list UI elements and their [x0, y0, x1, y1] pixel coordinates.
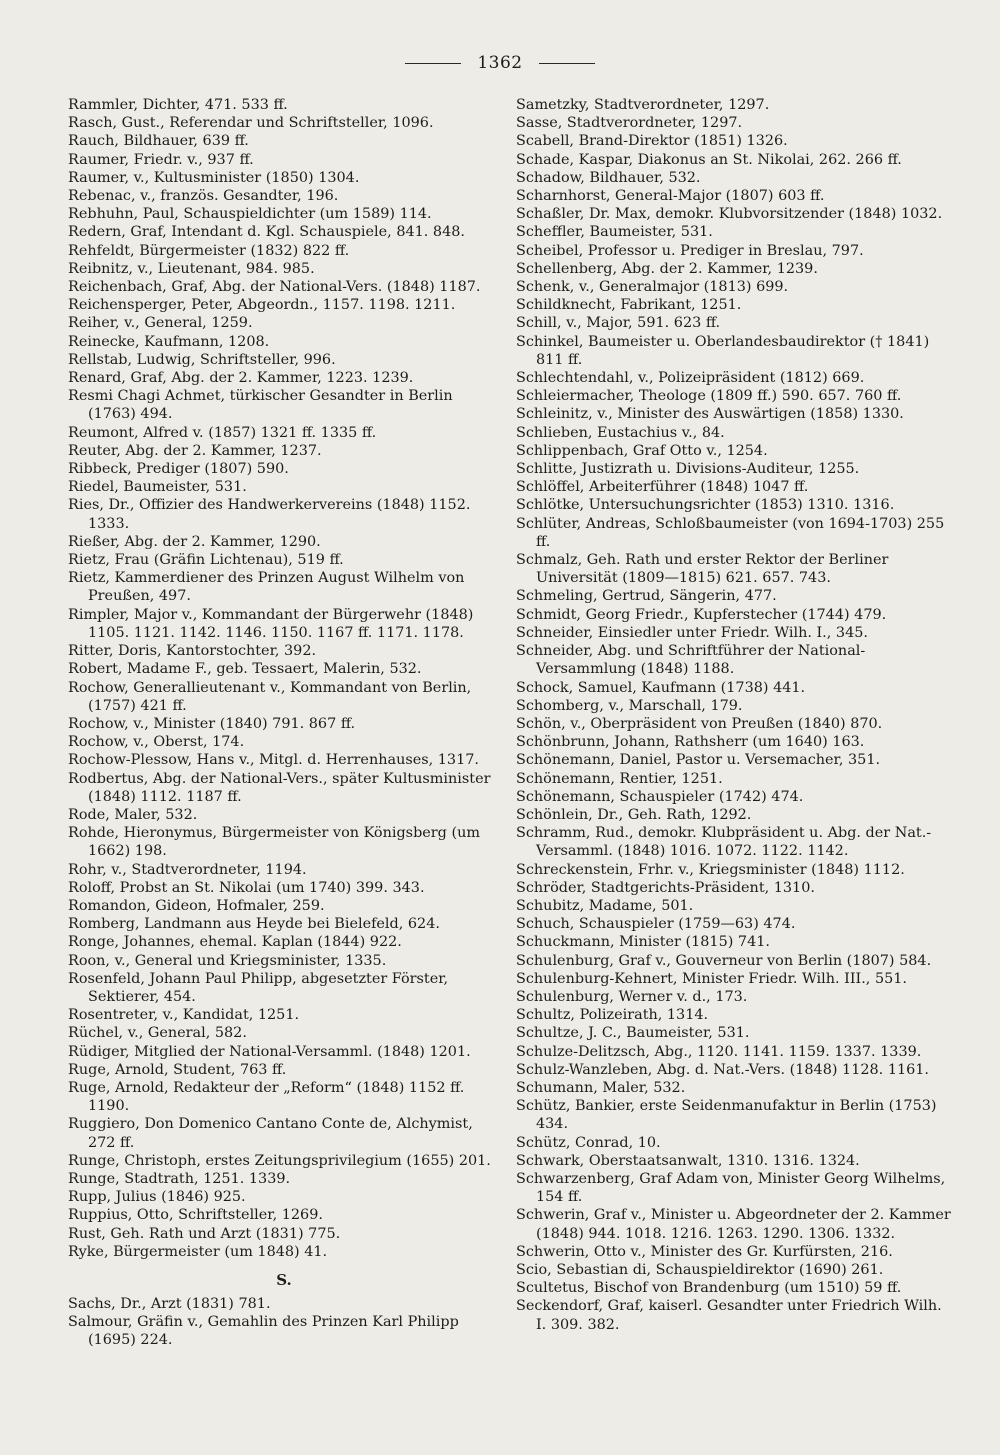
index-entry: Schlieben, Eustachius v., 84. — [516, 424, 725, 441]
index-entry: Schönemann, Schauspieler (1742) 474. — [516, 788, 804, 805]
index-entry: Schlüter, Andreas, Schloßbaumeister (von 1694-1703) 255 ff. — [516, 515, 945, 550]
index-entry: Robert, Madame F., geb. Tessaert, Malerin, 532. — [68, 661, 422, 678]
index-entry: Rießer, Abg. der 2. Kammer, 1290. — [68, 533, 321, 550]
index-entry: Ries, Dr., Offizier des Handwerkervereins (1848) 1152. 1333. — [68, 497, 471, 532]
index-entry: Rüchel, v., General, 582. — [68, 1025, 247, 1042]
index-entry: Rasch, Gust., Referendar und Schriftsteller, 1096. — [68, 115, 434, 132]
index-entry: Rimpler, Major v., Kommandant der Bürgerwehr (1848) 1105. 1121. 1142. 1146. 1150. 1167 ff. 1171. 1178. — [68, 606, 474, 641]
index-entry: Rammler, Dichter, 471. 533 ff. — [68, 97, 288, 113]
index-entry: Roloff, Probst an St. Nikolai (um 1740) 399. 343. — [68, 879, 425, 896]
index-entry: Seckendorf, Graf, kaiserl. Gesandter unter Friedrich Wilh. I. 309. 382. — [516, 1298, 942, 1333]
index-entry: Ritter, Doris, Kantorstochter, 392. — [68, 643, 317, 660]
index-entry: Schuckmann, Minister (1815) 741. — [516, 934, 770, 951]
index-entry: Schmalz, Geh. Rath und erster Rektor der Berliner Universität (1809—1815) 621. 657. 743. — [516, 552, 889, 587]
header-rule-left — [405, 63, 461, 64]
index-entry: Reuter, Abg. der 2. Kammer, 1237. — [68, 442, 322, 459]
right-entries — [516, 96, 956, 1334]
index-entry: Schlippenbach, Graf Otto v., 1254. — [516, 442, 768, 459]
index-entry: Scheffler, Baumeister, 531. — [516, 224, 713, 241]
page-number: 1362 — [477, 53, 523, 73]
index-entry: Reiher, v., General, 1259. — [68, 315, 253, 332]
index-entry: Schwarzenberg, Graf Adam von, Minister Georg Wilhelms, 154 ff. — [516, 1170, 946, 1206]
index-entry: Romberg, Landmann aus Heyde bei Bielefeld, 624. — [68, 916, 440, 933]
left-column — [68, 96, 500, 1350]
index-entry: Reibnitz, v., Lieutenant, 984. 985. — [68, 260, 315, 277]
index-entry: Schulze-Delitzsch, Abg., 1120. 1141. 1159. 1337. 1339. — [516, 1043, 922, 1060]
index-entry: Raumer, Friedr. v., 937 ff. — [68, 151, 254, 168]
index-entry: Roon, v., General und Kriegsminister, 1335. — [68, 952, 387, 969]
index-entry: Rebhuhn, Paul, Schauspieldichter (um 1589) 114. — [68, 206, 432, 223]
index-entry: Schlöffel, Arbeiterführer (1848) 1047 ff. — [516, 479, 809, 496]
index-entry: Schlötke, Untersuchungsrichter (1853) 1310. 1316. — [516, 497, 895, 514]
index-entry: Schütz, Conrad, 10. — [516, 1134, 661, 1151]
index-entry: Rebenac, v., französ. Gesandter, 196. — [68, 188, 339, 205]
index-entry: Sachs, Dr., Arzt (1831) 781. — [68, 1296, 271, 1312]
index-entry: Sametzky, Stadtverordneter, 1297. — [516, 97, 770, 113]
index-entry: Reichensperger, Peter, Abgeordn., 1157. 1198. 1211. — [68, 297, 456, 314]
index-entry: Schlechtendahl, v., Polizeipräsident (1812) 669. — [516, 370, 865, 387]
index-entry: Schmidt, Georg Friedr., Kupferstecher (1744) 479. — [516, 606, 887, 623]
index-entry: Ruggiero, Don Domenico Cantano Conte de, Alchymist, 272 ff. — [68, 1116, 473, 1151]
index-entry: Rüdiger, Mitglied der National-Versamml. (1848) 1201. — [68, 1043, 471, 1060]
index-entry: Reumont, Alfred v. (1857) 1321 ff. 1335 ff. — [68, 424, 377, 441]
index-entry: Ribbeck, Prediger (1807) 590. — [68, 461, 289, 478]
left-entries-s — [68, 1295, 500, 1350]
index-entry: Schumann, Maler, 532. — [516, 1079, 686, 1096]
index-entry: Scultetus, Bischof von Brandenburg (um 1510) 59 ff. — [516, 1280, 902, 1297]
index-entry: Schade, Kaspar, Diakonus an St. Nikolai, 262. 266 ff. — [516, 151, 902, 168]
index-entry: Schultz, Polizeirath, 1314. — [516, 1007, 709, 1024]
index-entry: Rauch, Bildhauer, 639 ff. — [68, 133, 249, 150]
index-entry: Runge, Christoph, erstes Zeitungsprivilegium (1655) 201. — [68, 1152, 491, 1169]
right-column — [516, 96, 956, 1334]
index-entry: Schock, Samuel, Kaufmann (1738) 441. — [516, 679, 806, 696]
index-entry: Rochow-Plessow, Hans v., Mitgl. d. Herrenhauses, 1317. — [68, 752, 479, 769]
index-entry: Schwerin, Otto v., Minister des Gr. Kurfürsten, 216. — [516, 1243, 893, 1260]
index-entry: Schütz, Bankier, erste Seidenmanufaktur in Berlin (1753) 434. — [516, 1098, 937, 1133]
index-entry: Ronge, Johannes, ehemal. Kaplan (1844) 922. — [68, 934, 402, 951]
index-entry: Schulenburg-Kehnert, Minister Friedr. Wilh. III., 551. — [516, 970, 907, 987]
index-entry: Ryke, Bürgermeister (um 1848) 41. — [68, 1243, 328, 1260]
index-entry: Scabell, Brand-Direktor (1851) 1326. — [516, 133, 788, 150]
index-entry: Schönbrunn, Johann, Rathsherr (um 1640) 163. — [516, 734, 865, 751]
index-entry: Schulenburg, Graf v., Gouverneur von Berlin (1807) 584. — [516, 952, 932, 969]
section-heading-s: S. — [276, 1271, 292, 1289]
index-entry: Schulenburg, Werner v. d., 173. — [516, 988, 748, 1005]
index-entry: Riedel, Baumeister, 531. — [68, 479, 247, 496]
index-entry: Rode, Maler, 532. — [68, 806, 198, 823]
index-entry: Sasse, Stadtverordneter, 1297. — [516, 115, 743, 132]
index-entry: Schröder, Stadtgerichts-Präsident, 1310. — [516, 879, 815, 896]
index-entry: Salmour, Gräfin v., Gemahlin des Prinzen Karl Philipp (1695) 224. — [68, 1314, 459, 1349]
index-entry: Schleiermacher, Theologe (1809 ff.) 590. 657. 760 ff. — [516, 388, 902, 405]
index-entry: Raumer, v., Kultusminister (1850) 1304. — [68, 169, 360, 186]
index-entry: Schaßler, Dr. Max, demokr. Klubvorsitzender (1848) 1032. — [516, 206, 943, 223]
index-entry: Resmi Chagi Achmet, türkischer Gesandter in Berlin (1763) 494. — [68, 388, 453, 423]
index-entry: Schreckenstein, Frhr. v., Kriegsminister (1848) 1112. — [516, 861, 905, 878]
index-entry: Schmeling, Gertrud, Sängerin, 477. — [516, 588, 777, 605]
index-entry: Rohde, Hieronymus, Bürgermeister von Königsberg (um 1662) 198. — [68, 825, 480, 860]
page-header — [0, 50, 1000, 76]
index-entry: Rochow, Generallieutenant v., Kommandant von Berlin, (1757) 421 ff. — [68, 679, 472, 714]
index-entry: Scharnhorst, General-Major (1807) 603 ff. — [516, 188, 825, 205]
index-entry: Schön, v., Oberpräsident von Preußen (1840) 870. — [516, 715, 883, 732]
index-entry: Schadow, Bildhauer, 532. — [516, 169, 701, 186]
index-entry: Reinecke, Kaufmann, 1208. — [68, 333, 270, 350]
index-entry: Schramm, Rud., demokr. Klubpräsident u. Abg. der Nat.-Versamml. (1848) 1016. 1072. 1122. 1142. — [516, 825, 932, 860]
index-entry: Schwark, Oberstaatsanwalt, 1310. 1316. 1324. — [516, 1152, 860, 1169]
index-entry: Schneider, Abg. und Schriftführer der National-Versammlung (1848) 1188. — [516, 643, 866, 678]
index-entry: Schubitz, Madame, 501. — [516, 897, 694, 914]
index-entry: Scio, Sebastian di, Schauspieldirektor (1690) 261. — [516, 1262, 884, 1278]
index-entry: Runge, Stadtrath, 1251. 1339. — [68, 1170, 291, 1187]
index-entry: Ruge, Arnold, Redakteur der „Reform“ (1848) 1152 ff. 1190. — [68, 1079, 465, 1115]
index-entry: Redern, Graf, Intendant d. Kgl. Schauspiele, 841. 848. — [68, 224, 465, 241]
index-entry: Rochow, v., Oberst, 174. — [68, 734, 245, 751]
index-entry: Reichenbach, Graf, Abg. der National-Vers. (1848) 1187. — [68, 279, 481, 296]
index-entry: Ruppius, Otto, Schriftsteller, 1269. — [68, 1207, 323, 1224]
index-entry: Rellstab, Ludwig, Schriftsteller, 996. — [68, 351, 336, 368]
index-entry: Schellenberg, Abg. der 2. Kammer, 1239. — [516, 260, 818, 277]
index-entry: Rohr, v., Stadtverordneter, 1194. — [68, 861, 307, 878]
index-entry: Rosentreter, v., Kandidat, 1251. — [68, 1007, 300, 1024]
index-entry: Renard, Graf, Abg. der 2. Kammer, 1223. 1239. — [68, 370, 414, 387]
index-entry: Schildknecht, Fabrikant, 1251. — [516, 297, 742, 314]
index-entry: Scheibel, Professor u. Prediger in Breslau, 797. — [516, 242, 864, 259]
index-entry: Schomberg, v., Marschall, 179. — [516, 697, 743, 714]
index-entry: Schenk, v., Generalmajor (1813) 699. — [516, 279, 789, 296]
index-entry: Schill, v., Major, 591. 623 ff. — [516, 315, 721, 332]
index-entry: Schwerin, Graf v., Minister u. Abgeordneter der 2. Kammer (1848) 944. 1018. 1216. 1263. 1290. 1306. 1332. — [516, 1207, 951, 1242]
index-entry: Schuch, Schauspieler (1759—63) 474. — [516, 916, 796, 933]
index-entry: Schneider, Einsiedler unter Friedr. Wilh. I., 345. — [516, 624, 868, 641]
index-entry: Schönlein, Dr., Geh. Rath, 1292. — [516, 806, 752, 823]
index-entry: Rietz, Kammerdiener des Prinzen August Wilhelm von Preußen, 497. — [68, 570, 465, 605]
index-entry: Schlitte, Justizrath u. Divisions-Auditeur, 1255. — [516, 461, 860, 478]
left-entries-r — [68, 96, 500, 1261]
index-entry: Schinkel, Baumeister u. Oberlandesbaudirektor († 1841) 811 ff. — [516, 333, 930, 368]
index-entry: Rehfeldt, Bürgermeister (1832) 822 ff. — [68, 242, 350, 259]
header-rule-right — [539, 63, 595, 64]
index-entry: Rust, Geh. Rath und Arzt (1831) 775. — [68, 1225, 341, 1242]
index-entry: Rodbertus, Abg. der National-Vers., später Kultusminister (1848) 1112. 1187 ff. — [68, 770, 491, 805]
index-entry: Rosenfeld, Johann Paul Philipp, abgesetzter Förster, Sektierer, 454. — [68, 970, 449, 1005]
index-entry: Rupp, Julius (1846) 925. — [68, 1189, 246, 1206]
index-entry: Ruge, Arnold, Student, 763 ff. — [68, 1061, 287, 1078]
index-entry: Schulz-Wanzleben, Abg. d. Nat.-Vers. (1848) 1128. 1161. — [516, 1061, 930, 1078]
index-entry: Schultze, J. C., Baumeister, 531. — [516, 1025, 750, 1042]
index-entry: Rochow, v., Minister (1840) 791. 867 ff. — [68, 715, 356, 732]
index-entry: Schönemann, Daniel, Pastor u. Versemacher, 351. — [516, 752, 881, 769]
index-entry: Romandon, Gideon, Hofmaler, 259. — [68, 897, 325, 914]
index-entry: Rietz, Frau (Gräfin Lichtenau), 519 ff. — [68, 552, 344, 569]
index-entry: Schleinitz, v., Minister des Auswärtigen (1858) 1330. — [516, 406, 904, 423]
index-entry: Schönemann, Rentier, 1251. — [516, 770, 723, 787]
